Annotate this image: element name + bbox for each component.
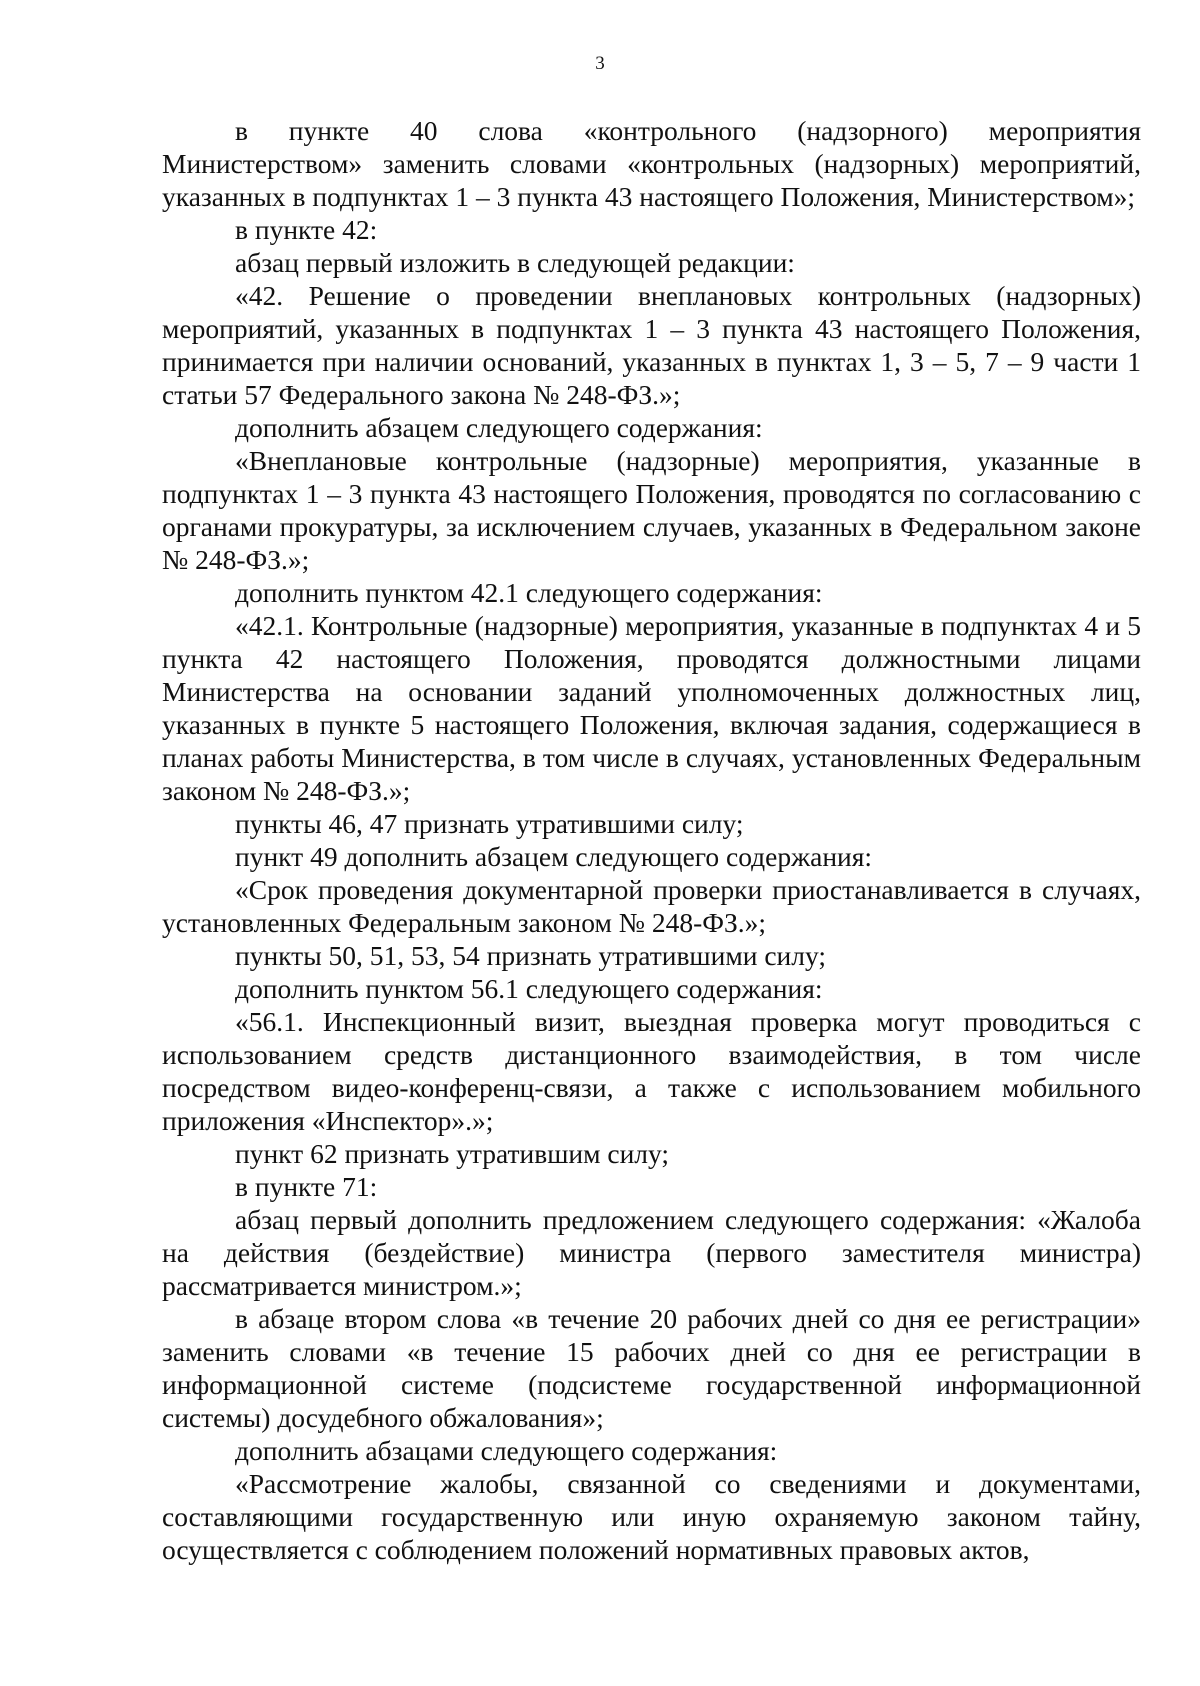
paragraph-11: «Срок проведения документарной проверки приостанавливается в случаях, установленных Федеральным законом № 248-ФЗ.»; <box>162 874 1141 938</box>
paragraph-7: дополнить пунктом 42.1 следующего содержания: <box>235 577 823 608</box>
paragraph-8: «42.1. Контрольные (надзорные) мероприятия, указанные в подпунктах 4 и 5 пункта 42 настоящего Положения, проводятся должностными лицами Министерства на основании заданий уполномоченных должностных лиц, указанных в пункте 5 настоящего Положения, включая задания, содержащиеся в планах работы Министерства, в том числе в случаях, установленных Федеральным законом № 248-ФЗ.»; <box>162 610 1141 806</box>
paragraph-6: «Внеплановые контрольные (надзорные) мероприятия, указанные в подпунктах 1 – 3 пункта 43 настоящего Положения, проводятся по согласованию с органами прокуратуры, за исключением случаев, указанных в Федеральном законе № 248-ФЗ.»; <box>162 445 1141 575</box>
paragraph-2: в пункте 42: <box>235 214 378 245</box>
paragraph-13: дополнить пунктом 56.1 следующего содержания: <box>235 973 823 1004</box>
paragraph-9: пункты 46, 47 признать утратившими силу; <box>235 808 744 839</box>
paragraph-14: «56.1. Инспекционный визит, выездная проверка могут проводиться с использованием средств дистанционного взаимодействия, в том числе посредством видео-конференц-связи, а также с использованием мобильного приложения «Инспектор».»; <box>162 1006 1141 1136</box>
paragraph-18: в абзаце втором слова «в течение 20 рабочих дней со дня ее регистрации» заменить словами «в течение 15 рабочих дней со дня ее регистрации в информационной системе (подсистеме государственной информационной системы) досудебного обжалования»; <box>162 1303 1141 1433</box>
paragraph-10: пункт 49 дополнить абзацем следующего содержания: <box>235 841 873 872</box>
paragraph-3: абзац первый изложить в следующей редакции: <box>235 247 795 278</box>
paragraph-15: пункт 62 признать утратившим силу; <box>235 1138 670 1169</box>
page-number: 3 <box>595 53 605 74</box>
paragraph-12: пункты 50, 51, 53, 54 признать утратившими силу; <box>235 940 826 971</box>
paragraph-1: в пункте 40 слова «контрольного (надзорного) мероприятия Министерством» заменить словами «контрольных (надзорных) мероприятий, указанных в подпунктах 1 – 3 пункта 43 настоящего Положения, Министерством»; <box>162 115 1141 212</box>
document-body <box>162 114 1141 1566</box>
paragraph-4: «42. Решение о проведении внеплановых контрольных (надзорных) мероприятий, указанных в подпунктах 1 – 3 пункта 43 настоящего Положения, принимается при наличии оснований, указанных в пунктах 1, 3 – 5, 7 – 9 части 1 статьи 57 Федерального закона № 248-ФЗ.»; <box>162 280 1141 410</box>
paragraph-5: дополнить абзацем следующего содержания: <box>235 412 763 443</box>
paragraph-17: абзац первый дополнить предложением следующего содержания: «Жалоба на действия (бездействие) министра (первого заместителя министра) рассматривается министром.»; <box>162 1204 1141 1301</box>
paragraph-19: дополнить абзацами следующего содержания: <box>235 1435 778 1466</box>
paragraph-20: «Рассмотрение жалобы, связанной со сведениями и документами, составляющими государственную или иную охраняемую законом тайну, осуществляется с соблюдением положений нормативных правовых актов, <box>162 1468 1141 1565</box>
paragraph-16: в пункте 71: <box>235 1171 378 1202</box>
